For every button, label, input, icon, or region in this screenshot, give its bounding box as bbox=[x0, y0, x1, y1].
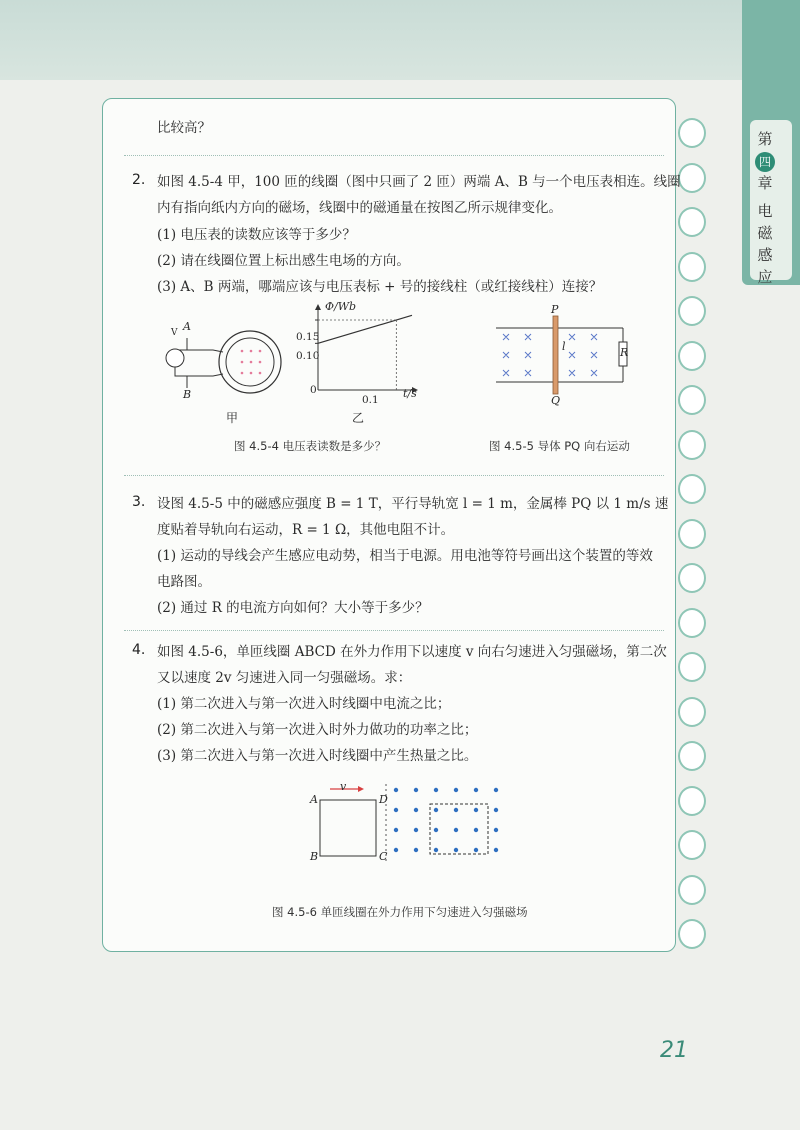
fig-4-5-5-caption: 图 4.5-5 导体 PQ 向右运动 bbox=[489, 439, 630, 453]
voltmeter-icon bbox=[166, 349, 184, 367]
binder-ring-icon bbox=[678, 519, 706, 549]
fig-4-5-5-rail-diagram bbox=[488, 300, 638, 410]
metal-rod-pq bbox=[553, 316, 558, 394]
binder-ring-icon bbox=[678, 608, 706, 638]
chapter-title-char: 磁 bbox=[757, 224, 773, 242]
fig-4-5-6-diagram bbox=[308, 778, 508, 868]
binder-ring-icon bbox=[678, 563, 706, 593]
magnetic-field-crosses-icon bbox=[503, 334, 597, 376]
header-band bbox=[0, 0, 800, 80]
binder-ring-icon bbox=[678, 163, 706, 193]
field-dot bbox=[434, 848, 438, 852]
q3-sub1-line2: 电路图。 bbox=[157, 574, 211, 590]
binder-ring-icon bbox=[678, 207, 706, 237]
y-axis-arrow-icon bbox=[315, 304, 321, 310]
magnetic-field-dots bbox=[241, 350, 262, 375]
binder-ring-icon bbox=[678, 741, 706, 771]
square-coil-abcd bbox=[320, 800, 376, 856]
question-number: 3. bbox=[132, 494, 146, 510]
binder-ring-icon bbox=[678, 919, 706, 949]
binder-ring-icon bbox=[678, 118, 706, 148]
corner-a-label: A bbox=[310, 793, 318, 806]
chapter-title-char: 电 bbox=[757, 202, 773, 220]
field-dot bbox=[394, 808, 398, 812]
binder-ring-icon bbox=[678, 875, 706, 905]
origin-label: 0 bbox=[310, 384, 317, 396]
field-dot bbox=[494, 808, 498, 812]
corner-c-label: C bbox=[379, 850, 388, 863]
field-dot bbox=[494, 788, 498, 792]
corner-b-label: B bbox=[310, 850, 319, 863]
binder-ring-icon bbox=[678, 786, 706, 816]
q4-sub2: (2) 第二次进入与第一次进入时外力做功的功率之比； bbox=[157, 722, 478, 738]
q4-line1: 如图 4.5-6，单匝线圈 ABCD 在外力作用下以速度 v 向右匀速进入匀强磁场，第二次 bbox=[157, 644, 667, 660]
q2-line1: 如图 4.5-4 甲，100 匝的线圈（图中只画了 2 匝）两端 A、B 与一个电压表相连。线圈 bbox=[157, 174, 681, 190]
q3-line1: 设图 4.5-5 中的磁感应强度 B = 1 T，平行导轨宽 l = 1 m，金属棒 PQ 以 1 m/s 速 bbox=[157, 496, 669, 512]
magnetic-field-dots-icon bbox=[394, 788, 498, 852]
sub-figure-right-label: 乙 bbox=[352, 411, 365, 425]
question-number: 2. bbox=[132, 172, 146, 188]
field-dot bbox=[454, 808, 458, 812]
q2-sub3: (3) A、B 两端，哪端应该与电压表标 + 号的接线柱（或红接线柱）连接？ bbox=[157, 279, 603, 295]
binder-ring-icon bbox=[678, 474, 706, 504]
field-dot bbox=[414, 788, 418, 792]
q2-line2: 内有指向纸内方向的磁场，线圈中的磁通量在按图乙所示规律变化。 bbox=[157, 200, 562, 216]
x-axis-label: t/s bbox=[403, 387, 417, 400]
field-dot bbox=[494, 828, 498, 832]
field-dot bbox=[474, 828, 478, 832]
binder-ring-icon bbox=[678, 697, 706, 727]
binder-ring-icon bbox=[678, 430, 706, 460]
field-dot bbox=[394, 848, 398, 852]
separator bbox=[124, 155, 664, 156]
field-dot bbox=[474, 848, 478, 852]
resistor-label: R bbox=[620, 346, 629, 359]
y-tick-label: 0.10 bbox=[296, 350, 320, 362]
binder-ring-icon bbox=[678, 385, 706, 415]
field-dot bbox=[454, 848, 458, 852]
binder-ring-icon bbox=[678, 652, 706, 682]
field-dot bbox=[454, 788, 458, 792]
rail-width-label: l bbox=[562, 340, 566, 353]
rod-end-q-label: Q bbox=[551, 394, 561, 407]
chapter-title-char: 感 bbox=[757, 246, 773, 264]
page-number: 21 bbox=[660, 1038, 688, 1063]
chapter-prefix: 第 bbox=[757, 130, 773, 148]
q2-sub2: (2) 请在线圈位置上标出感生电场的方向。 bbox=[157, 253, 410, 269]
field-dot bbox=[474, 788, 478, 792]
binder-ring-icon bbox=[678, 341, 706, 371]
binder-ring-icon bbox=[678, 830, 706, 860]
fig-4-5-4-caption: 图 4.5-4 电压表读数是多少？ bbox=[234, 439, 387, 453]
voltmeter-label: V bbox=[171, 328, 178, 338]
chapter-label bbox=[747, 128, 783, 288]
q4-sub1: (1) 第二次进入与第一次进入时线圈中电流之比； bbox=[157, 696, 451, 712]
flux-line bbox=[318, 315, 412, 343]
q2-sub1: (1) 电压表的读数应该等于多少？ bbox=[157, 227, 356, 243]
binder-ring-icon bbox=[678, 296, 706, 326]
x-tick-label: 0.1 bbox=[362, 394, 379, 406]
field-dot bbox=[494, 848, 498, 852]
field-dot bbox=[434, 808, 438, 812]
velocity-label: v bbox=[340, 780, 347, 793]
y-tick-label: 0.15 bbox=[296, 331, 320, 343]
chapter-suffix: 章 bbox=[757, 174, 773, 192]
q3-sub1-line1: (1) 运动的导线会产生感应电动势，相当于电源。用电池等符号画出这个装置的等效 bbox=[157, 548, 653, 564]
chapter-title bbox=[747, 200, 783, 288]
separator bbox=[124, 630, 664, 631]
q4-line2: 又以速度 2v 匀速进入同一匀强磁场。求： bbox=[157, 670, 412, 686]
separator bbox=[124, 475, 664, 476]
field-dot bbox=[414, 808, 418, 812]
q3-sub2: (2) 通过 R 的电流方向如何？大小等于多少？ bbox=[157, 600, 429, 616]
q3-line2: 度贴着导轨向右运动，R = 1 Ω，其他电阻不计。 bbox=[157, 522, 455, 538]
field-dot bbox=[434, 788, 438, 792]
field-dot bbox=[414, 848, 418, 852]
field-dot bbox=[454, 828, 458, 832]
terminal-b-label: B bbox=[183, 388, 192, 401]
field-dot bbox=[394, 828, 398, 832]
coil-final-position bbox=[430, 804, 488, 854]
sub-figure-left-label: 甲 bbox=[226, 411, 239, 425]
question-number: 4. bbox=[132, 642, 146, 658]
velocity-arrowhead-icon bbox=[358, 786, 364, 792]
q4-sub3: (3) 第二次进入与第一次进入时线圈中产生热量之比。 bbox=[157, 748, 478, 764]
field-dot bbox=[474, 808, 478, 812]
chapter-title-char: 应 bbox=[757, 268, 773, 286]
field-dot bbox=[414, 828, 418, 832]
terminal-a-label: A bbox=[183, 320, 191, 333]
fig-4-5-6-caption: 图 4.5-6 单匝线圈在外力作用下匀速进入匀强磁场 bbox=[272, 905, 528, 919]
field-dot bbox=[434, 828, 438, 832]
chapter-number-badge: 四 bbox=[755, 152, 775, 172]
rod-end-p-label: P bbox=[551, 303, 559, 316]
binder-ring-icon bbox=[678, 252, 706, 282]
corner-d-label: D bbox=[379, 793, 388, 806]
field-dot bbox=[394, 788, 398, 792]
intro-text: 比较高？ bbox=[157, 120, 211, 136]
binder-rings bbox=[674, 118, 714, 938]
y-axis-label: Φ/Wb bbox=[325, 300, 357, 313]
